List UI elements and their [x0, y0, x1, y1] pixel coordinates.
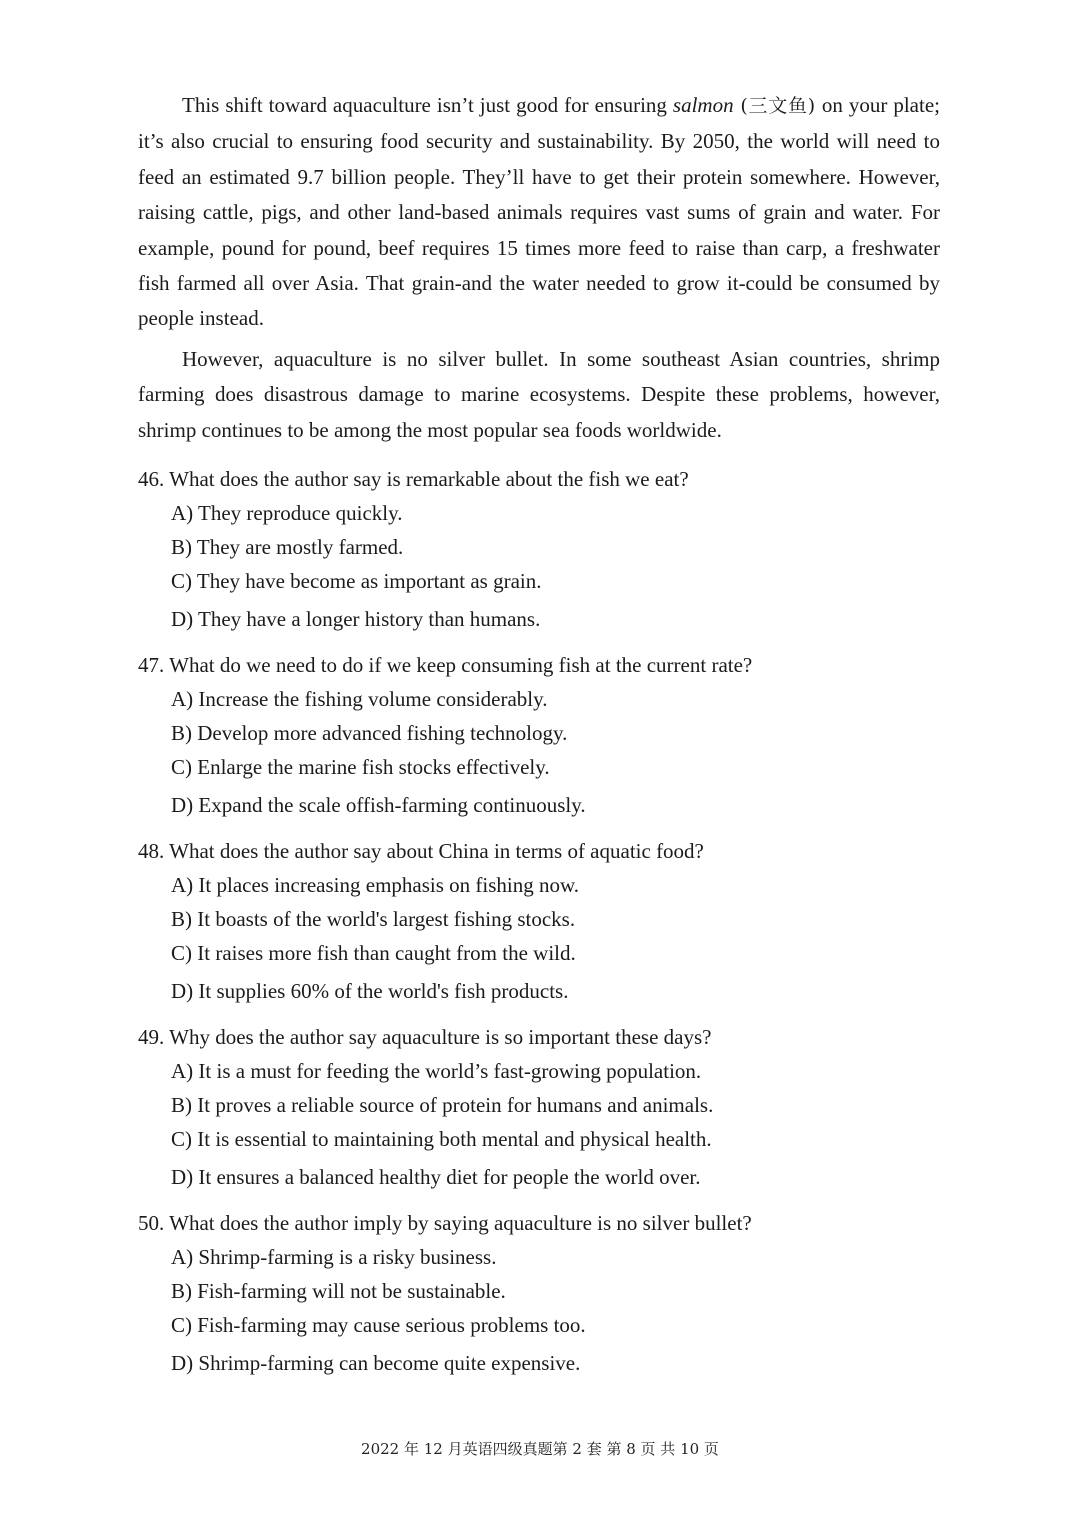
question-48 [138, 834, 940, 1008]
option-list [138, 682, 940, 822]
question-49 [138, 1020, 940, 1194]
option-c: C) Enlarge the marine fish stocks effectively. [171, 755, 550, 779]
option-b: B) Fish-farming will not be sustainable. [171, 1279, 506, 1303]
option-a: A) Increase the fishing volume considerably. [171, 687, 548, 711]
option-d: D) It ensures a balanced healthy diet for people the world over. [171, 1165, 701, 1189]
question-stem: 50. What does the author imply by saying aquaculture is no silver bullet? [138, 1211, 752, 1235]
question-stem: 48. What does the author say about China in terms of aquatic food? [138, 839, 704, 863]
question-47 [138, 648, 940, 822]
passage-paragraph-2: However, aquaculture is no silver bullet. In some southeast Asian countries, shrimp farming does disastrous damage to marine ecosystems. Despite these problems, however, shrimp continues to be among the most popular sea foods worldwide. [138, 346, 940, 442]
question-stem: 46. What does the author say is remarkable about the fish we eat? [138, 467, 689, 491]
option-d: D) Expand the scale offish-farming continuously. [171, 793, 586, 817]
page-footer: 2022 年 12 月英语四级真题第 2 套 第 8 页 共 10 页 [361, 1440, 719, 1458]
option-d: D) Shrimp-farming can become quite expensive. [171, 1351, 581, 1375]
paragraph-1-text-start: This shift toward aquaculture isn’t just good for ensuring [182, 93, 673, 117]
question-stem: 49. Why does the author say aquaculture is so important these days? [138, 1025, 712, 1049]
reading-passage [138, 88, 940, 448]
chinese-gloss: (三文鱼) [733, 95, 822, 117]
option-a: A) They reproduce quickly. [171, 501, 403, 525]
option-list [138, 496, 940, 636]
option-c: C) Fish-farming may cause serious problems too. [171, 1313, 586, 1337]
option-a: A) It places increasing emphasis on fishing now. [171, 873, 580, 897]
question-list [138, 462, 940, 1392]
passage-paragraph-1 [138, 88, 940, 337]
option-list [138, 1240, 940, 1380]
option-b: B) They are mostly farmed. [171, 535, 404, 559]
salmon-term: salmon [672, 93, 734, 117]
question-46 [138, 462, 940, 636]
option-c: C) It raises more fish than caught from the wild. [171, 941, 576, 965]
question-50 [138, 1206, 940, 1380]
option-list [138, 868, 940, 1008]
option-list [138, 1054, 940, 1194]
option-a: A) It is a must for feeding the world’s fast-growing population. [171, 1059, 702, 1083]
option-b: B) It proves a reliable source of protein for humans and animals. [171, 1093, 714, 1117]
option-b: B) It boasts of the world's largest fishing stocks. [171, 907, 576, 931]
option-b: B) Develop more advanced fishing technology. [171, 721, 568, 745]
paragraph-1-text-end: on your plate; it’s also crucial to ensuring food security and sustainability. By 2050, the world will need to feed an estimated 9.7 billion people. They’ll have to get their protein somewhere. However, raising cattle, pigs, and other land-based animals requires vast sums of grain and water. For example, pound for pound, beef requires 15 times more feed to raise than carp, a freshwater fish farmed all over Asia. That grain-and the water needed to grow it-could be consumed by people instead. [138, 93, 940, 331]
option-d: D) They have a longer history than humans. [171, 607, 541, 631]
option-a: A) Shrimp-farming is a risky business. [171, 1245, 497, 1269]
option-c: C) It is essential to maintaining both mental and physical health. [171, 1127, 712, 1151]
question-stem: 47. What do we need to do if we keep consuming fish at the current rate? [138, 653, 753, 677]
option-c: C) They have become as important as grain. [171, 569, 542, 593]
option-d: D) It supplies 60% of the world's fish products. [171, 979, 569, 1003]
